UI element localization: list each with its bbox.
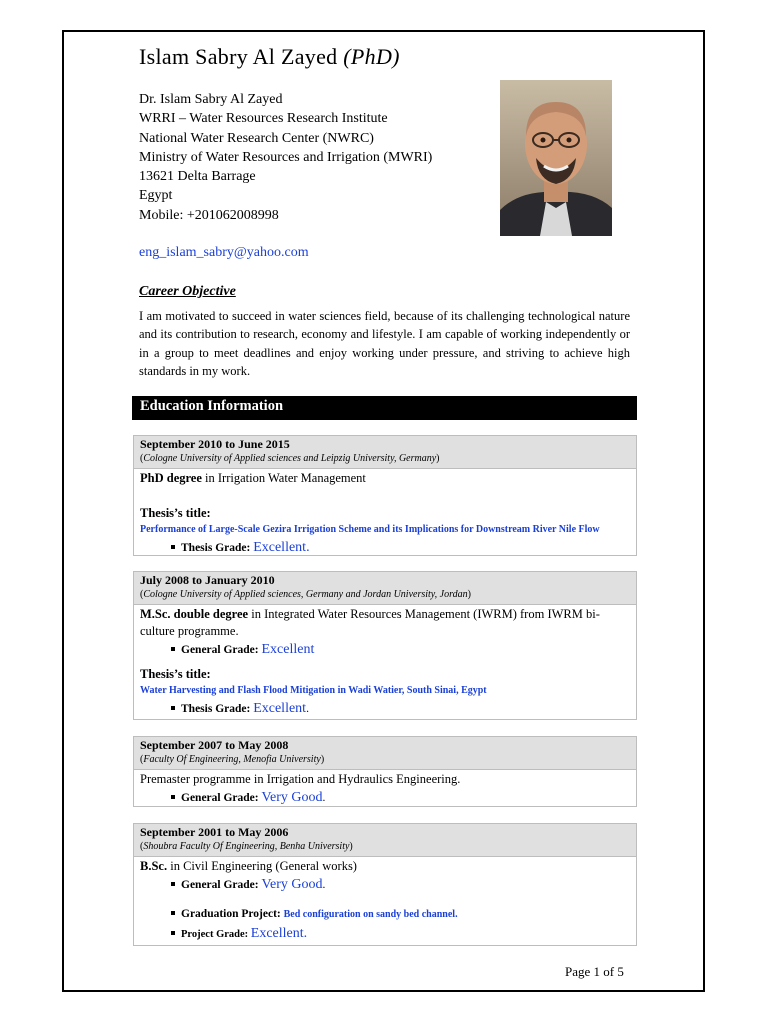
entry-body	[134, 857, 636, 946]
bullet-icon	[171, 647, 175, 651]
education-heading: Education Information	[132, 396, 637, 420]
education-entry	[133, 823, 637, 946]
contact-line: 13621 Delta Barrage	[139, 169, 256, 185]
entry-body	[134, 770, 636, 810]
thesis-label: Thesis’s title:	[140, 667, 211, 681]
entry-body	[134, 469, 636, 560]
career-objective-heading: Career Objective	[139, 284, 236, 299]
contact-line: Ministry of Water Resources and Irrigation (MWRI)	[139, 149, 433, 165]
entry-dates: September 2010 to June 2015	[140, 437, 290, 451]
thesis-title: Water Harvesting and Flash Flood Mitigation in Wadi Watier, South Sinai, Egypt	[140, 685, 487, 696]
thesis-grade-item: Thesis Grade: Excellent.	[140, 538, 630, 558]
bullet-icon	[171, 931, 175, 935]
degree-line: Premaster programme in Irrigation and Hydraulics Engineering.	[140, 772, 461, 786]
contact-line: WRRI – Water Resources Research Institute	[139, 111, 388, 127]
project-grade-item: Project Grade: Excellent.	[140, 924, 630, 944]
general-grade-item: General Grade: Excellent	[140, 640, 630, 660]
entry-header	[134, 824, 636, 857]
entry-dates: September 2001 to May 2006	[140, 825, 289, 839]
bullet-icon	[171, 706, 175, 710]
resume-name: Islam Sabry Al Zayed (PhD)	[139, 44, 400, 69]
entry-dates: September 2007 to May 2008	[140, 738, 289, 752]
education-entry	[133, 736, 637, 807]
contact-line: National Water Research Center (NWRC)	[139, 130, 374, 146]
entry-university: (Cologne University of Applied sciences, Germany and Jordan University, Jordan)	[140, 589, 471, 600]
thesis-label: Thesis’s title:	[140, 506, 211, 520]
page-number: Page 1 of 5	[565, 964, 624, 979]
mobile-number: Mobile: +201062008998	[139, 207, 279, 223]
general-grade-item: General Grade: Very Good.	[140, 875, 630, 895]
general-grade-item: General Grade: Very Good.	[140, 788, 630, 808]
entry-header	[134, 436, 636, 469]
entry-university: (Faculty Of Engineering, Menofia University)	[140, 754, 325, 765]
entry-body	[134, 605, 636, 721]
contact-line: Dr. Islam Sabry Al Zayed	[139, 92, 283, 107]
graduation-project-item: Graduation Project: Bed configuration on sandy bed channel.	[140, 905, 630, 924]
bullet-icon	[171, 545, 175, 549]
education-entry	[133, 571, 637, 720]
entry-university: (Shoubra Faculty Of Engineering, Benha University)	[140, 841, 353, 852]
bullet-icon	[171, 882, 175, 886]
profile-photo	[500, 80, 612, 236]
entry-university: (Cologne University of Applied sciences and Leipzig University, Germany)	[140, 453, 440, 464]
thesis-title: Performance of Large-Scale Gezira Irrigation Scheme and its Implications for Downstream River Nile Flow	[140, 524, 600, 535]
entry-dates: July 2008 to January 2010	[140, 573, 275, 587]
degree-line: M.Sc. double degree in Integrated Water Resources Management (IWRM) from IWRM bi-culture programme.	[140, 607, 600, 638]
degree-line: PhD degree in Irrigation Water Management	[140, 471, 366, 485]
entry-header	[134, 572, 636, 605]
email-link[interactable]: eng_islam_sabry@yahoo.com	[139, 245, 309, 260]
contact-block	[139, 90, 432, 225]
career-objective-text: I am motivated to succeed in water sciences field, because of its challenging technological nature and its contribution to research, economy and lifestyle. I am capable of working independently or in a group to meet deadlines and enjoy working under pressure, and striving to achieve high standards in my work.	[139, 309, 630, 378]
degree-line: B.Sc. in Civil Engineering (General works)	[140, 859, 357, 873]
education-entry	[133, 435, 637, 556]
bullet-icon	[171, 795, 175, 799]
bullet-icon	[171, 911, 175, 915]
entry-header	[134, 737, 636, 770]
thesis-grade-item: Thesis Grade: Excellent.	[140, 699, 630, 719]
contact-line: Egypt	[139, 188, 173, 204]
